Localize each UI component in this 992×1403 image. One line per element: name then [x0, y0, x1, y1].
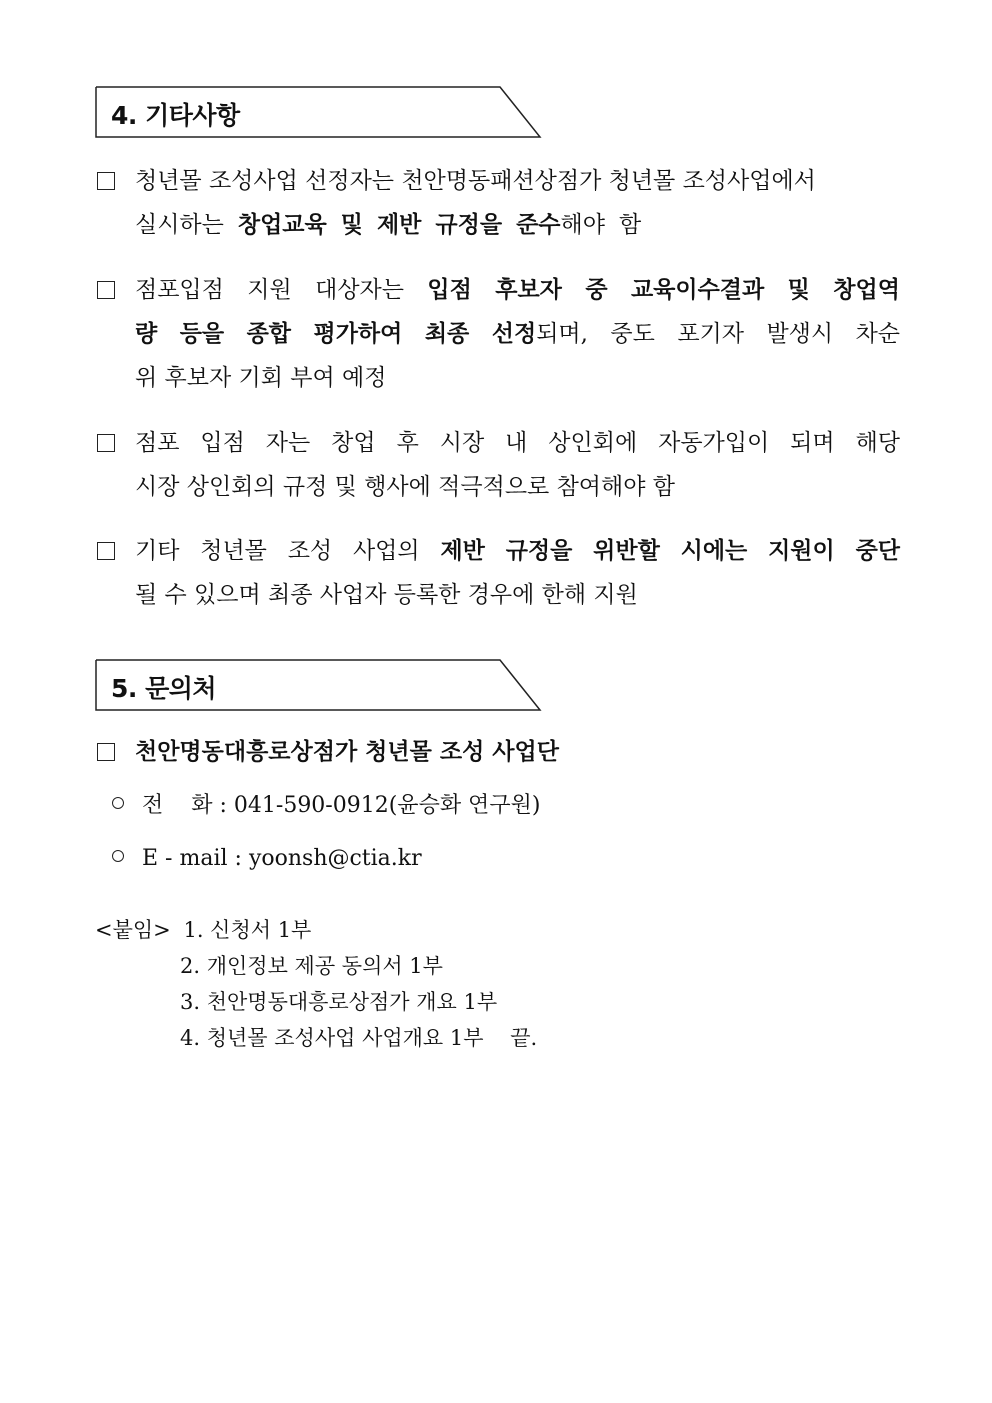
attachments	[95, 912, 537, 1056]
section-5-header	[95, 659, 543, 711]
phone-label: 전 화	[142, 793, 213, 818]
email-value[interactable]: yoonsh@ctia.kr	[248, 846, 422, 871]
checkbox-icon	[97, 172, 115, 190]
checkbox-icon	[97, 434, 115, 452]
item-line: 시장 상인회의 규정 및 행사에 적극적으로 참여해야 함	[135, 474, 675, 500]
item-line: 위 후보자 기회 부여 예정	[135, 365, 387, 391]
contact-phone: 전 화 : 041-590-0912(윤승화 연구원)	[112, 791, 540, 821]
contact-org-name: 천안명동대흥로상점가 청년몰 조성 사업단	[135, 738, 559, 765]
attachment-item: 2. 개인정보 제공 동의서 1부	[180, 954, 443, 978]
end-mark: 끝.	[510, 1026, 538, 1050]
contact-org	[95, 730, 900, 774]
notice-item-1	[95, 159, 900, 247]
item-line: 점포입점 지원 대상자는 입점 후보자 중 교육이수결과 및 창업역	[135, 276, 900, 303]
bullet-circle-icon	[112, 797, 124, 809]
section-4-header	[95, 86, 543, 138]
item-line: 청년몰 조성사업 선정자는 천안명동패션상점가 청년몰 조성사업에서	[135, 168, 816, 194]
attachment-item: 3. 천안명동대흥로상점가 개요 1부	[180, 990, 498, 1014]
attachment-item: 1. 신청서 1부	[183, 918, 312, 942]
checkbox-icon	[97, 743, 115, 761]
contact-email: E - mail : yoonsh@ctia.kr	[112, 844, 422, 874]
bullet-circle-icon	[112, 850, 124, 862]
notice-item-4	[95, 529, 900, 617]
attachment-line-1	[95, 912, 537, 948]
section-5-title: 5. 문의처	[111, 674, 217, 703]
email-label: E - mail	[142, 846, 228, 871]
section-4-title: 4. 기타사항	[111, 101, 240, 130]
item-line: 실시하는 창업교육 및 제반 규정을 준수해야 함	[135, 211, 642, 238]
item-line: 될 수 있으며 최종 사업자 등록한 경우에 한해 지원	[135, 582, 638, 608]
phone-value: 041-590-0912(윤승화 연구원)	[233, 793, 541, 818]
attachments-label: <붙임>	[95, 918, 171, 942]
checkbox-icon	[97, 281, 115, 299]
notice-item-3	[95, 421, 900, 509]
item-line: 량 등을 종합 평가하여 최종 선정되며, 중도 포기자 발생시 차순	[135, 320, 900, 347]
attachment-item: 4. 청년몰 조성사업 사업개요 1부	[180, 1026, 484, 1050]
item-line: 기타 청년몰 조성 사업의 제반 규정을 위반할 시에는 지원이 중단	[135, 537, 900, 564]
attachment-line-4	[95, 1020, 537, 1056]
notice-item-2	[95, 268, 900, 400]
checkbox-icon	[97, 542, 115, 560]
item-line: 점포 입점 자는 창업 후 시장 내 상인회에 자동가입이 되며 해당	[135, 430, 900, 456]
